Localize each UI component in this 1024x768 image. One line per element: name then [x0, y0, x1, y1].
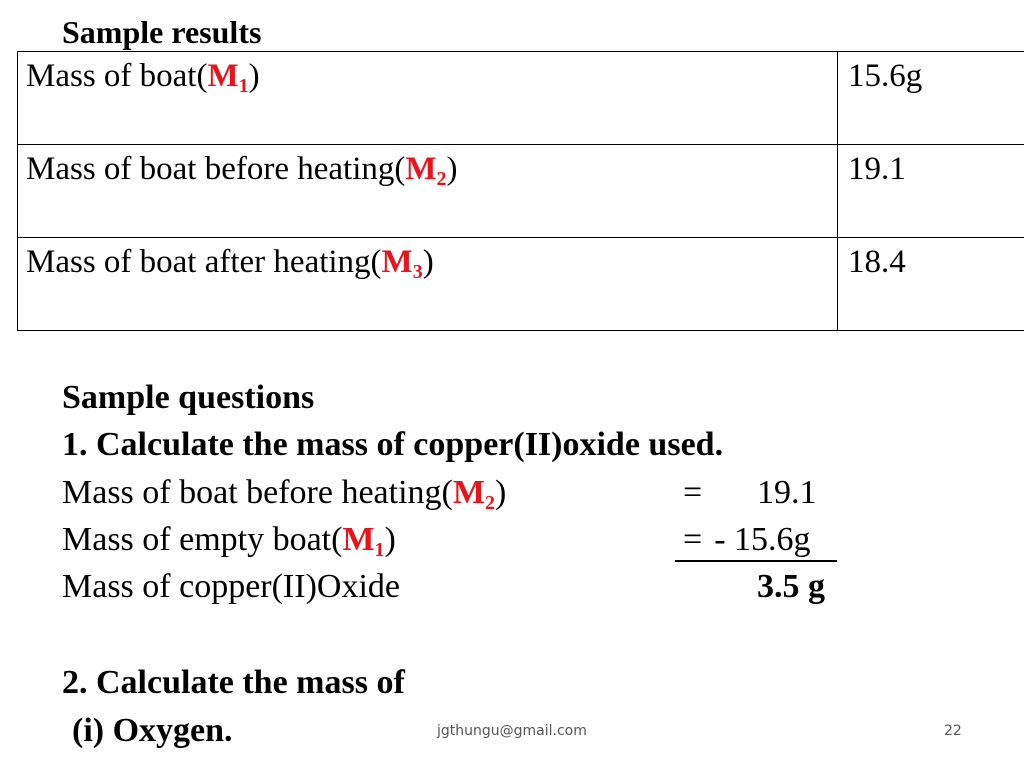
calc-line-2-value: - 15.6g	[714, 521, 811, 558]
calc-line-3-value: 3.5 g	[757, 568, 825, 605]
calc-line-3-label: Mass of copper(II)Oxide	[62, 568, 400, 605]
question-1: 1. Calculate the mass of copper(II)oxide used.	[62, 426, 724, 463]
table-cell-label: Mass of $boat(M_1)$	[18, 52, 838, 145]
page-number: 22	[944, 723, 962, 739]
table-cell-value: 15.6g	[838, 52, 1024, 145]
calc-line-2-label: Mass of empty $boat(M_1)$	[62, 521, 396, 561]
table-row	[18, 52, 1024, 145]
calc-line-2-equals: =	[683, 521, 703, 558]
calc-line-1-equals: =	[683, 474, 703, 511]
table-row	[18, 145, 1024, 238]
calc-line-1-label: Mass of boat before $heating(M_2)$	[62, 474, 507, 514]
table-row	[18, 238, 1024, 331]
table-cell-value: 18.4	[838, 238, 1024, 331]
question-2-part-i: (i) Oxygen.	[72, 712, 233, 749]
questions-title: Sample questions	[62, 379, 315, 416]
question-2: 2. Calculate the mass of	[62, 664, 405, 701]
calc-line-1-value: 19.1	[757, 474, 817, 511]
page-title: Sample results	[62, 14, 262, 50]
table-cell-value: 19.1	[838, 145, 1024, 238]
footer-email: jgthungu@gmail.com	[437, 723, 587, 739]
table-cell-label: Mass of boat before $heating(M_2)$	[18, 145, 838, 238]
results-table	[17, 51, 1024, 331]
calc-line-2-operation	[675, 520, 837, 562]
table-cell-label: Mass of boat after $heating(M_3)$	[18, 238, 838, 331]
